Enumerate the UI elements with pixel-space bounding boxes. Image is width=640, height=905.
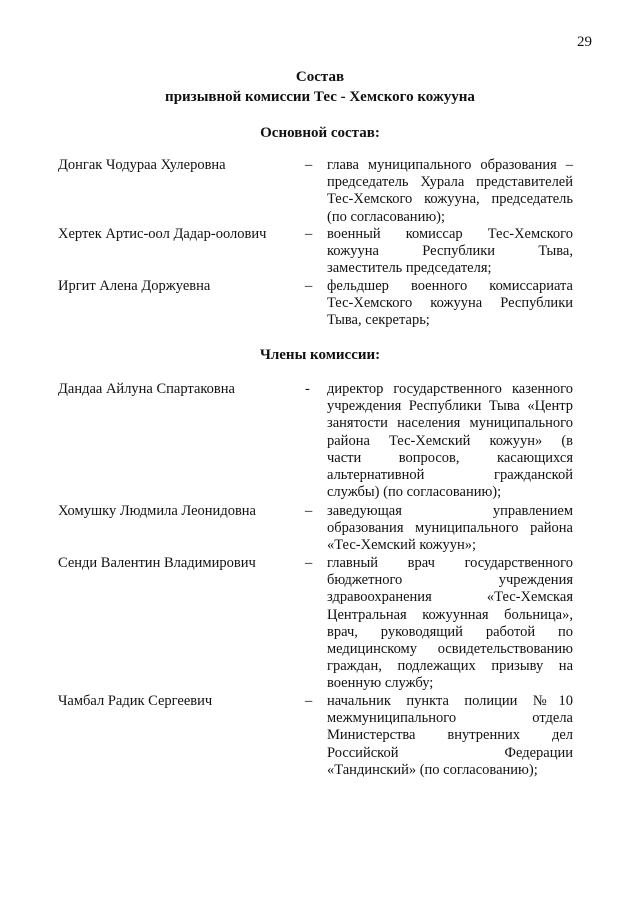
member-name: Чамбал Радик Сергеевич <box>58 693 213 709</box>
member-role <box>327 693 573 779</box>
role-line: военный комиссар Тес-Хемского <box>327 226 573 242</box>
document-subtitle: призывной комиссии Тес - Хемского кожууна <box>165 89 475 105</box>
role-line: Российской Федерации <box>327 744 573 761</box>
member-role <box>327 157 573 226</box>
member-name: Иргит Алена Доржуевна <box>58 278 211 294</box>
role-line: Тыва, секретарь; <box>327 312 430 329</box>
member-role <box>327 278 573 330</box>
role-line: «Тандинский» (по согласованию); <box>327 761 538 778</box>
member-name: Хертек Артис-оол Дадар-оолович <box>58 226 267 242</box>
member-name: Донгак Чодураа Хулеровна <box>58 157 226 173</box>
role-line: начальник пункта полиции №10 <box>327 693 573 709</box>
member-name: Сенди Валентин Владимирович <box>58 555 256 571</box>
role-line: учреждения Республики Тыва «Центр <box>327 398 573 415</box>
role-line: занятости населения муниципального <box>327 415 573 432</box>
role-line: Тес-Хемского кожууна, председатель <box>327 191 573 208</box>
role-line: Тес-Хемского кожууна Республики <box>327 295 573 312</box>
role-line: заведующая управлением <box>327 503 573 519</box>
role-line: глава муниципального образования – <box>327 157 573 173</box>
role-line: фельдшер военного комиссариата <box>327 278 573 294</box>
role-line: службы) (по согласованию); <box>327 484 502 501</box>
member-role <box>327 555 573 693</box>
role-line: директор государственного казенного <box>327 381 573 397</box>
main-composition-heading: Основной состав: <box>260 125 380 141</box>
member-dash: – <box>305 555 313 571</box>
role-line: (по согласованию); <box>327 208 446 225</box>
role-line: образования муниципального района <box>327 520 573 537</box>
member-dash: – <box>305 693 313 709</box>
role-line: Министерства внутренних дел <box>327 727 573 744</box>
role-line: части вопросов, касающихся <box>327 449 573 466</box>
role-line: врач, руководящий работой по <box>327 623 573 640</box>
member-name: Хомушку Людмила Леонидовна <box>58 503 256 519</box>
role-line: альтернативной гражданской <box>327 467 573 484</box>
member-dash: – <box>305 278 313 294</box>
member-dash: – <box>305 226 313 242</box>
role-line: медицинскому освидетельствованию <box>327 641 573 658</box>
member-dash: – <box>305 157 313 173</box>
member-dash: – <box>305 503 313 519</box>
role-line: главный врач государственного <box>327 555 573 571</box>
member-dash: - <box>305 381 310 397</box>
role-line: военную службу; <box>327 675 434 692</box>
role-line: «Тес-Хемский кожуун»; <box>327 537 477 554</box>
member-role <box>327 503 573 555</box>
page-number: 29 <box>577 34 592 50</box>
role-line: бюджетного учреждения <box>327 572 573 589</box>
role-line: Центральная кожуунная больница», <box>327 606 573 623</box>
role-line: граждан, подлежащих призыву на <box>327 658 573 675</box>
document-title: Состав <box>295 69 345 85</box>
role-line: кожууна Республики Тыва, <box>327 243 573 260</box>
role-line: председатель Хурала представителей <box>327 174 573 191</box>
role-line: здравоохранения «Тес-Хемская <box>327 589 573 606</box>
commission-members-heading: Члены комиссии: <box>259 347 381 363</box>
role-line: межмуниципального отдела <box>327 710 573 727</box>
member-role <box>327 381 573 501</box>
role-line: заместитель председателя; <box>327 260 492 277</box>
member-name: Дандаа Айлуна Спартаковна <box>58 381 235 397</box>
member-role <box>327 226 573 278</box>
role-line: района Тес-Хемский кожуун» (в <box>327 432 573 449</box>
